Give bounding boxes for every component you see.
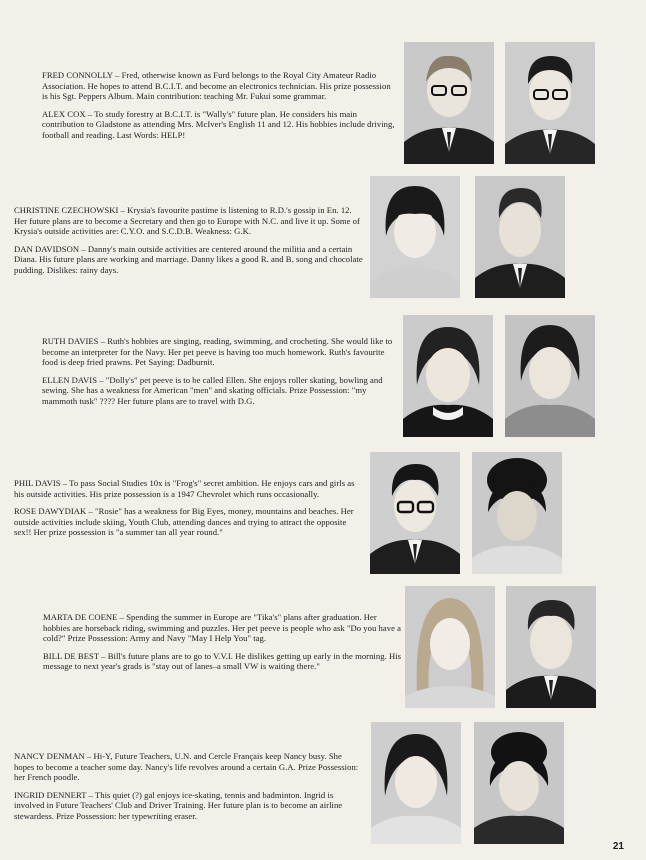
page-number: 21 xyxy=(612,841,624,852)
bio-block-row-5 xyxy=(43,612,403,679)
bio-christine-czechowski: CHRISTINE CZECHOWSKI – Krysia's favourite pastime is listening to R.D.'s gossip in En. 12. Her future plans are to become a Secretary and then go to Europe with N.C. and live it up. Some of Krysia's outside activities are: C.Y.O. and S.C.D.B. Weakness: G.K. xyxy=(14,205,360,237)
portrait-female xyxy=(505,315,595,437)
bio-block-row-2 xyxy=(14,205,364,283)
bio-block-row-1 xyxy=(42,70,397,148)
bio-ingrid-dennert: INGRID DENNERT – This quiet (?) gal enjoys ice-skating, tennis and badminton. Ingrid is involved in Future Teachers' Club and Driver Training. Her future plan is to become an airline stewardess. Prize Possession: her typewriting eraser. xyxy=(14,789,343,821)
portrait-alex-cox xyxy=(505,42,595,164)
bio-ruth-davies: RUTH DAVIES – Ruth's hobbies are singing, reading, swimming, and crocheting. She would like to become an interpreter for the Navy. Her pet peeve is having too much homework. Ruth's favourite food is deep fried prawns. Pet Saying: Dadburnit. xyxy=(42,336,393,368)
bio-phil-davis: PHIL DAVIS – To pass Social Studies 10x is "Frog's" secret ambition. He enjoys cars and girls as his outside activities. His prize possession is a 1947 Chevrolet which runs occasionally. xyxy=(14,478,355,499)
portrait-nancy-denman xyxy=(371,722,461,844)
bio-block-row-6 xyxy=(14,751,364,829)
bio-dan-davidson: DAN DAVIDSON – Danny's main outside activities are centered around the militia and a certain Diana. His future plans are working and marriage. Danny likes a good R. and B. song and chocolate pudding. Dislikes: rainy days. xyxy=(14,243,363,275)
portrait-female xyxy=(403,315,493,437)
portrait-female xyxy=(371,722,461,844)
portrait-male xyxy=(506,586,596,708)
bio-block-row-4 xyxy=(14,478,364,545)
bio-bill-de-best: BILL DE BEST – Bill's future plans are to go to V.V.I. He dislikes getting up early in the morning. His message to next year's grads is "stay out of lanes–a small VW is waiting there." xyxy=(43,650,402,672)
portrait-male-glasses xyxy=(505,42,595,164)
portrait-rose-dawydiak xyxy=(472,452,562,574)
portrait-female xyxy=(405,586,495,708)
portrait-bill-de-best xyxy=(506,586,596,708)
bio-marta-de-coene: MARTA DE COENE – Spending the summer in Europe are "Tika's" plans after graduation. Her hobbies are horseback riding, swimming and puzzles. Her pet peeve is people who ask "Do you have a cold?" Prize Possession: Army and Navy "May I Help You" tag. xyxy=(43,612,402,644)
portrait-marta-de-coene xyxy=(405,586,495,708)
portrait-ingrid-dennert xyxy=(474,722,564,844)
bio-rose-dawydiak: ROSE DAWYDIAK – "Rosie" has a weakness for Big Eyes, money, mountains and beaches. Her outside activities include skiing, Youth Club, attending dances and trying to attract the opposite sex!! Her prize possession is "a summer tan all year round." xyxy=(14,506,354,538)
portrait-male xyxy=(475,176,565,298)
bio-nancy-denman: NANCY DENMAN – Hi-Y, Future Teachers, U.N. and Cercle Français keep Nancy busy. She hopes to become a teacher some day. Nancy's life revolves around a certain G.A. Prize Possession: her French poodle. xyxy=(14,751,359,783)
portrait-female xyxy=(370,176,460,298)
portrait-phil-davis xyxy=(370,452,460,574)
portrait-dan-davidson xyxy=(475,176,565,298)
bio-ellen-davis: ELLEN DAVIS – "Dolly's" pet peeve is to be called Ellen. She enjoys roller skating, bowling and sewing. She has a weakness for American "men" and skating officials. Prize Possession: "my mammoth tusk" ???? Her future plans are to travel with D.G. xyxy=(42,374,383,406)
portrait-christine-czechowski xyxy=(370,176,460,298)
portrait-female xyxy=(472,452,562,574)
bio-alex-cox: ALEX COX – To study forestry at B.C.I.T. is "Wally's" future plan. He considers his main contribution to Gladstone as attending Mrs. McIver's English 11 and 12. His hobbies include driving, football and reading. Last Words: HELP! xyxy=(42,108,395,140)
portrait-fred-connolly xyxy=(404,42,494,164)
portrait-female xyxy=(474,722,564,844)
bio-fred-connolly: FRED CONNOLLY – Fred, otherwise known as Furd belongs to the Royal City Amateur Radio Association. He hopes to attend B.C.I.T. and become an electronics technician. His prize possession is his Sgt. Peppers Album. Main contribution: teaching Mr. Fukui some grammar. xyxy=(42,70,391,102)
portrait-male-glasses xyxy=(404,42,494,164)
portrait-ruth-davies xyxy=(403,315,493,437)
portrait-ellen-davis xyxy=(505,315,595,437)
bio-block-row-3 xyxy=(42,336,398,414)
portrait-male-glasses xyxy=(370,452,460,574)
